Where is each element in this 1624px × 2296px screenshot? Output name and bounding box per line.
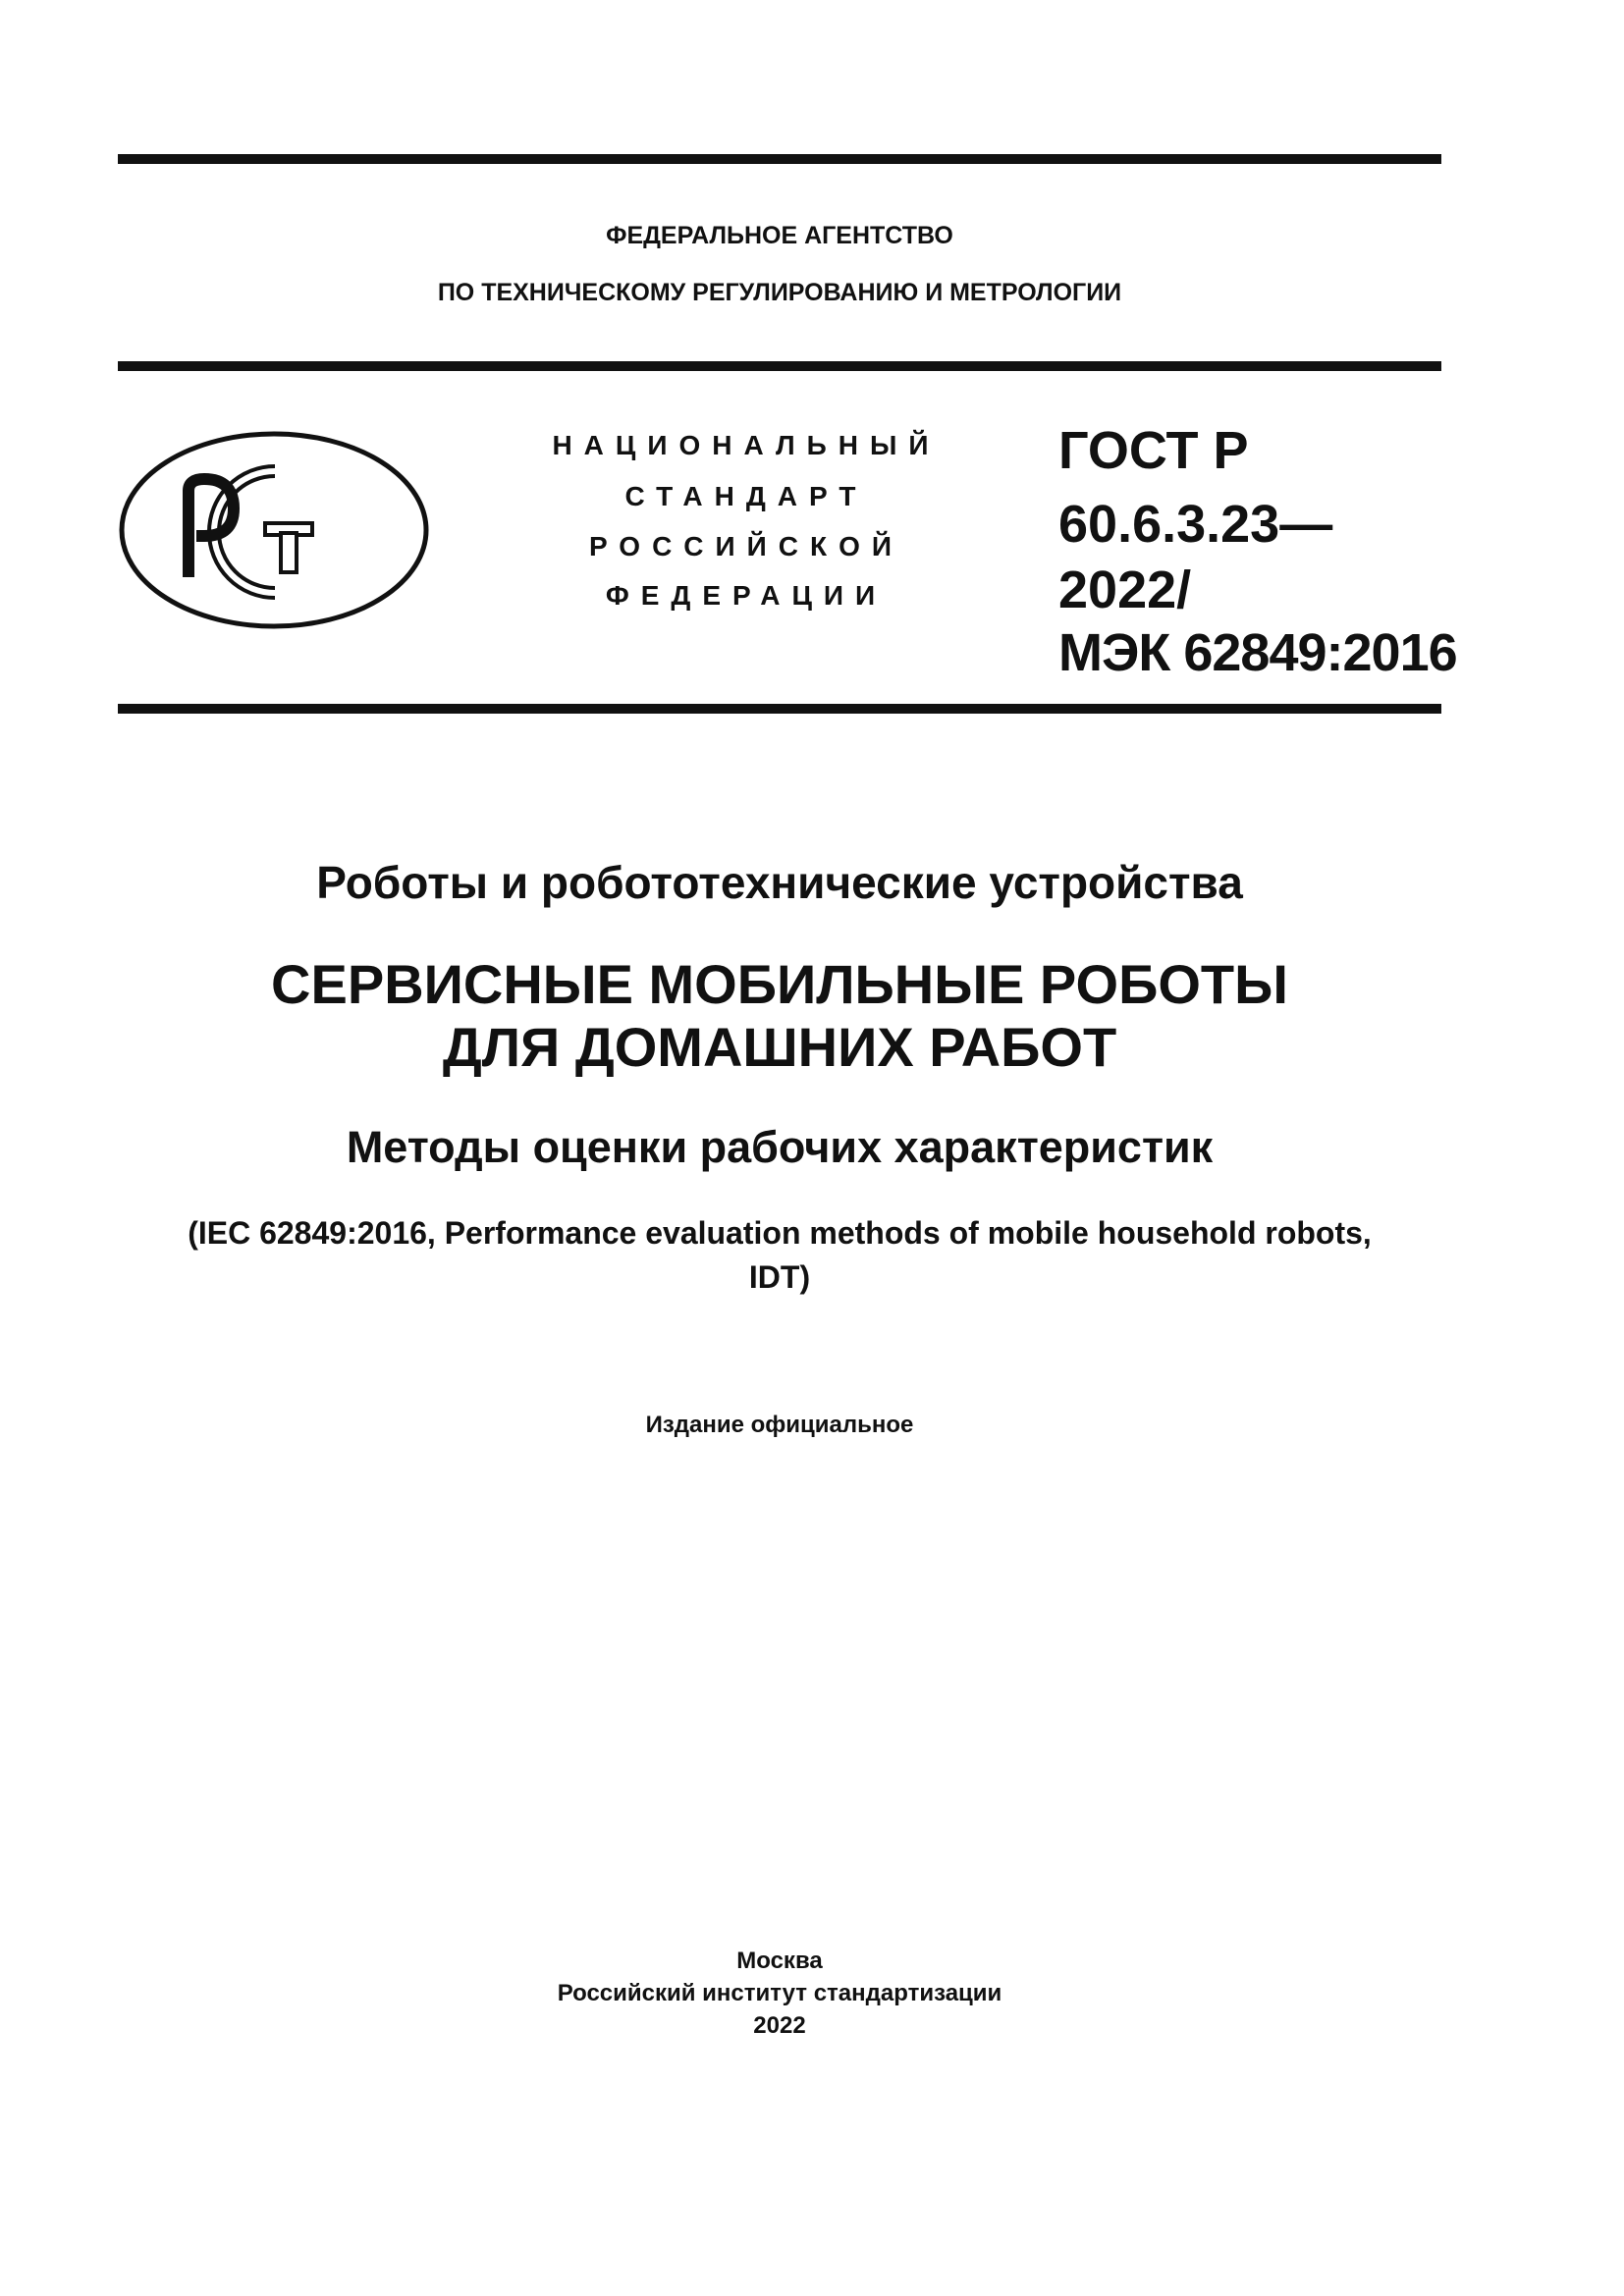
middle-rule (118, 361, 1441, 371)
rst-logo-icon (118, 430, 430, 630)
footer-publisher: Российский институт стандартизации (557, 1980, 1002, 2006)
title-group: Роботы и робототехнические устройства (316, 857, 1243, 908)
designation-line-2: 60.6.3.23— (1058, 495, 1333, 554)
title-main-line-1: СЕРВИСНЫЕ МОБИЛЬНЫЕ РОБОТЫ (271, 953, 1288, 1015)
national-standard-line-1: НАЦИОНАЛЬНЫЙ (552, 430, 941, 460)
top-rule (118, 154, 1441, 164)
footer-year: 2022 (753, 2012, 806, 2039)
footer-city: Москва (736, 1948, 823, 1974)
national-standard-line-4: ФЕДЕРАЦИИ (605, 580, 888, 611)
reference-line-1: (IEC 62849:2016, Performance evaluation methods of mobile household robots, (188, 1215, 1372, 1251)
reference-line-2: IDT) (748, 1259, 811, 1295)
national-standard-line-2: СТАНДАРТ (624, 481, 868, 511)
national-standard-line-3: РОССИЙСКОЙ (589, 531, 903, 561)
edition-label: Издание официальное (645, 1412, 914, 1438)
bottom-rule (118, 704, 1441, 714)
title-main-line-2: ДЛЯ ДОМАШНИХ РАБОТ (442, 1016, 1117, 1078)
agency-line-1: ФЕДЕРАЛЬНОЕ АГЕНТСТВО (606, 222, 953, 249)
title-subtitle: Методы оценки рабочих характеристик (346, 1122, 1214, 1172)
agency-line-2: ПО ТЕХНИЧЕСКОМУ РЕГУЛИРОВАНИЮ И МЕТРОЛОГИИ (437, 279, 1122, 306)
designation-line-4: МЭК 62849:2016 (1058, 623, 1457, 682)
designation-line-1: ГОСТ Р (1058, 421, 1249, 480)
designation-line-3: 2022/ (1058, 561, 1192, 619)
